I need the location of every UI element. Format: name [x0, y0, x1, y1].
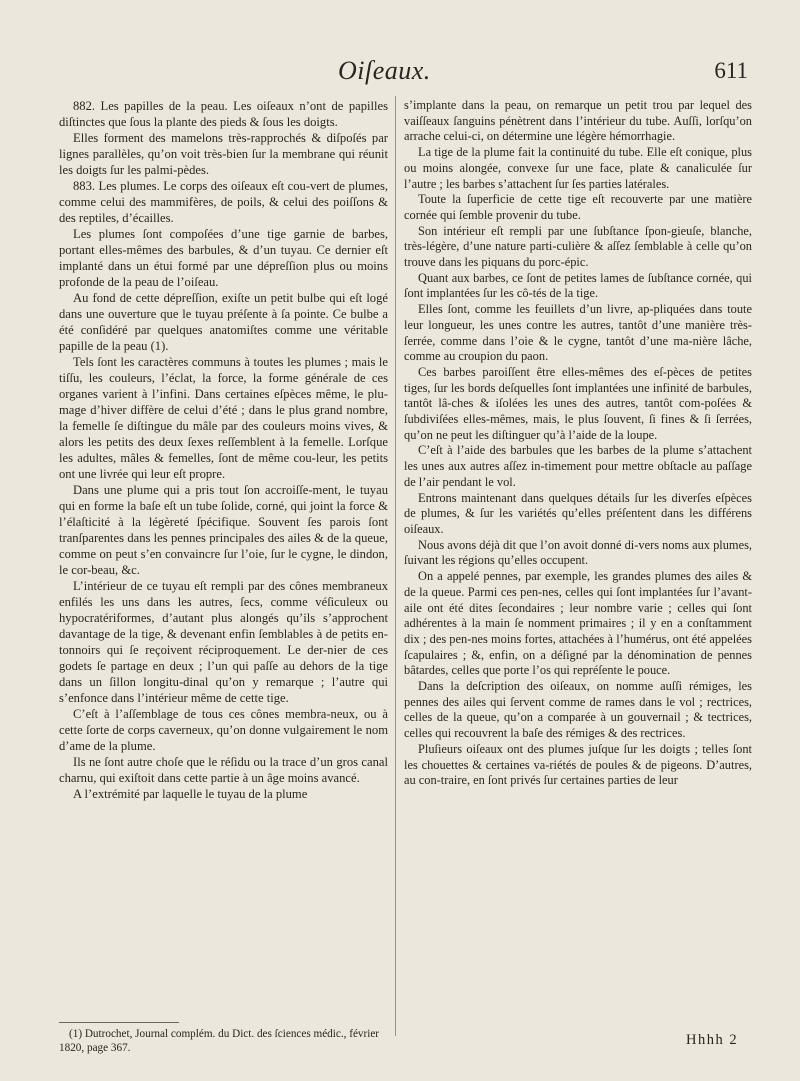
paragraph: Quant aux barbes, ce ſont de petites lames de ſubſtance cornée, qui ſont implantées ſur les cô-tés de la tige.	[404, 270, 752, 301]
left-column	[59, 98, 388, 802]
paragraph: C’eſt à l’aide des barbules que les barbes de la plume s’attachent les unes aux autres aſſez in-timement pour mettre obſtacle au paſſage de l’air pendant le vol.	[404, 443, 752, 489]
page-number: 611	[714, 58, 748, 83]
paragraph: Ces barbes paroiſſent être elles-mêmes des eſ-pèces de petites tiges, ſur les bords deſquelles ſont implantées une infinité de barbules, tantôt lâ-ches & iſolées les unes des autres, tantôt com-poſées & ſubdiviſées elles-mêmes, mais, le plus ſouvent, ſi fines & ſi ſerrées, qu’on ne peut les diſtinguer qu’à l’aide de la loupe.	[404, 364, 752, 442]
paragraph: Pluſieurs oiſeaux ont des plumes juſque ſur les doigts ; telles ſont les chouettes & certaines va-riétés de poules & de pigeons. D’autres, au con-traire, en ſont privés ſur certaines parties de leur	[404, 741, 752, 788]
paragraph: Nous avons déjà dit que l’on avoit donné di-vers noms aux plumes, ſuivant les régions qu’elles occupent.	[404, 537, 752, 568]
paragraph: Dans une plume qui a pris tout ſon accroiſſe-ment, le tuyau qui en forme la baſe eſt un tube ſolide, corné, qui joint la force & l’élaſticité à la légèreté ſpécifique. Souvent ſes parois ſont tranſparentes dans les pennes principales des ailes & de la queue, comme on peut s’en convaincre ſur l’oie, ſur le cygne, le dindon, le cor-beau, &c.	[59, 483, 388, 577]
running-title: Oiſeaux.	[338, 56, 431, 85]
paragraph: Dans la deſcription des oiſeaux, on nomme auſſi rémiges, les pennes des ailes qui ſervent comme de rames dans le vol ; rectrices, celles de la queue, qu’on a comparée à un gouvernail ; & tectrices, celles qui recouvrent la baſe des rémiges & des rectrices.	[404, 679, 752, 741]
paragraph: Entrons maintenant dans quelques détails ſur les diverſes eſpèces de plumes, & ſur les variétés qu’elles préſentent dans les différens oiſeaux.	[404, 490, 752, 536]
right-column	[404, 98, 752, 789]
paragraph: Ils ne ſont autre choſe que le réſidu ou la trace d’un gros canal charnu, qui exiſtoit dans cette partie à un âge moins avancé.	[59, 755, 388, 785]
footnote: (1) Dutrochet, Journal complém. du Dict. des ſciences médic., février 1820, page 367.	[59, 1028, 380, 1054]
paragraph: La tige de la plume fait la continuité du tube. Elle eſt conique, plus ou moins alongée, convexe ſur une face, plate & canaliculée ſur l’autre ; les barbes s’attachent ſur ſes parties latérales.	[404, 145, 752, 191]
paragraph: C’eſt à l’aſſemblage de tous ces cônes membra-neux, ou à cette ſorte de corps caverneux, qu’on donne vulgairement le nom d’ame de la plume.	[59, 707, 388, 753]
column-divider	[395, 96, 396, 1036]
paragraph: A l’extrémité par laquelle le tuyau de la plume	[73, 787, 308, 801]
paragraph: 883. Les plumes. Le corps des oiſeaux eſt cou-vert de plumes, comme celui des mammifères, de poils, & celui des poiſſons & des reptiles, d’écailles.	[59, 179, 388, 225]
paragraph: 882. Les papilles de la peau. Les oiſeaux n’ont de papilles diſtinctes que ſous la plante des pieds & ſous les doigts.	[59, 99, 388, 129]
paragraph: s’implante dans la peau, on remarque un petit trou par lequel des vaiſſeaux ſanguins pénètrent dans l’intérieur du tube. Auſſi, lorſqu’on arrache celui-ci, on détermine une légère hémorrhagie.	[404, 98, 752, 144]
paragraph: Toute la ſuperficie de cette tige eſt recouverte par une matière cornée qui ſemble provenir du tube.	[404, 192, 752, 222]
paragraph: Son intérieur eſt rempli par une ſubſtance ſpon-gieuſe, blanche, très-légère, d’une nature parti-culière & aſſez ſemblable à celle qu’on trouve dans les piquans du porc-épic.	[404, 223, 752, 270]
signature-mark: Hhhh 2	[686, 1032, 739, 1048]
paragraph: Elles forment des mamelons très-rapprochés & diſpoſés par lignes parallèles, qu’on voit très-bien ſur la membrane qui réunit les doigts ſur les palmi-pèdes.	[59, 131, 388, 177]
paragraph: L’intérieur de ce tuyau eſt rempli par des cônes membraneux enfilés les uns dans les autres, ſecs, comme véſiculeux ou hypocratériformes, d’autant plus alongés qu’ils s’approchent davantage de la tige, & devenant enfin ſemblables à de petits en-tonnoirs qui ſe reçoivent réciproquement. Le der-nier de ces godets ſe partage en deux ; l’un qui paſſe au dehors de la tige dans un ſillon longitu-dinal qu’on y remarque ; l’autre qui s’enfonce dans l’intérieur même de cette tige.	[59, 579, 388, 705]
page-header	[0, 56, 800, 96]
paragraph: Elles ſont, comme les feuillets d’un livre, ap-pliquées dans toute leur longueur, les unes contre les autres, tantôt d’une manière très-ſerrée, comme dans l’oie & le cygne, tantôt d’une ma-nière lâche, comme au croupion du paon.	[404, 302, 752, 364]
paragraph: On a appelé pennes, par exemple, les grandes plumes des ailes & de la queue. Parmi ces pen-nes, celles qui ſont implantées ſur l’avant-aile ont été dites ſecondaires ; leur nombre varie ; celles qui ſont adhérentes à la main ſe nomment primaires ; il y en a conſtamment dix ; des pen-nes moins fortes, attachées à l’humérus, ont été appelées ſcapulaires ; &, enfin, on a déſigné par la dénomination de pennes bâtardes, celles que porte l’os qui repréſente le pouce.	[404, 569, 752, 678]
paragraph: Au fond de cette dépreſſion, exiſte un petit bulbe qui eſt logé dans une ouverture que le tuyau préſente à ſa pointe. Ce bulbe a été conſidéré par quelques anatomiſtes comme une véritable papille de la peau (1).	[59, 291, 388, 353]
paragraph: Tels ſont les caractères communs à toutes les plumes ; mais le tiſſu, les couleurs, l’éclat, la force, la forme générale de ces organes varient à l’infini. Dans certaines eſpèces même, le plu-mage d’hiver diffère de celui d’été ; dans le plus grand nombre, la femelle ſe diſtingue du mâle par des couleurs moins vives, & alors les petits des deux ſexes reſſemblent à la femelle. Lorſque les adultes, mâles & femelles, ſont de même cou-leur, les petits ont une livrée qui leur eſt propre.	[59, 355, 388, 481]
footnote-rule	[59, 1022, 179, 1023]
paragraph: Les plumes ſont compoſées d’une tige garnie de barbes, portant elles-mêmes des barbules, & d’un tuyau. Ce dernier eſt implanté dans un étui formé par une dépreſſion plus ou moins profonde de la peau de l’oiſeau.	[59, 227, 388, 289]
